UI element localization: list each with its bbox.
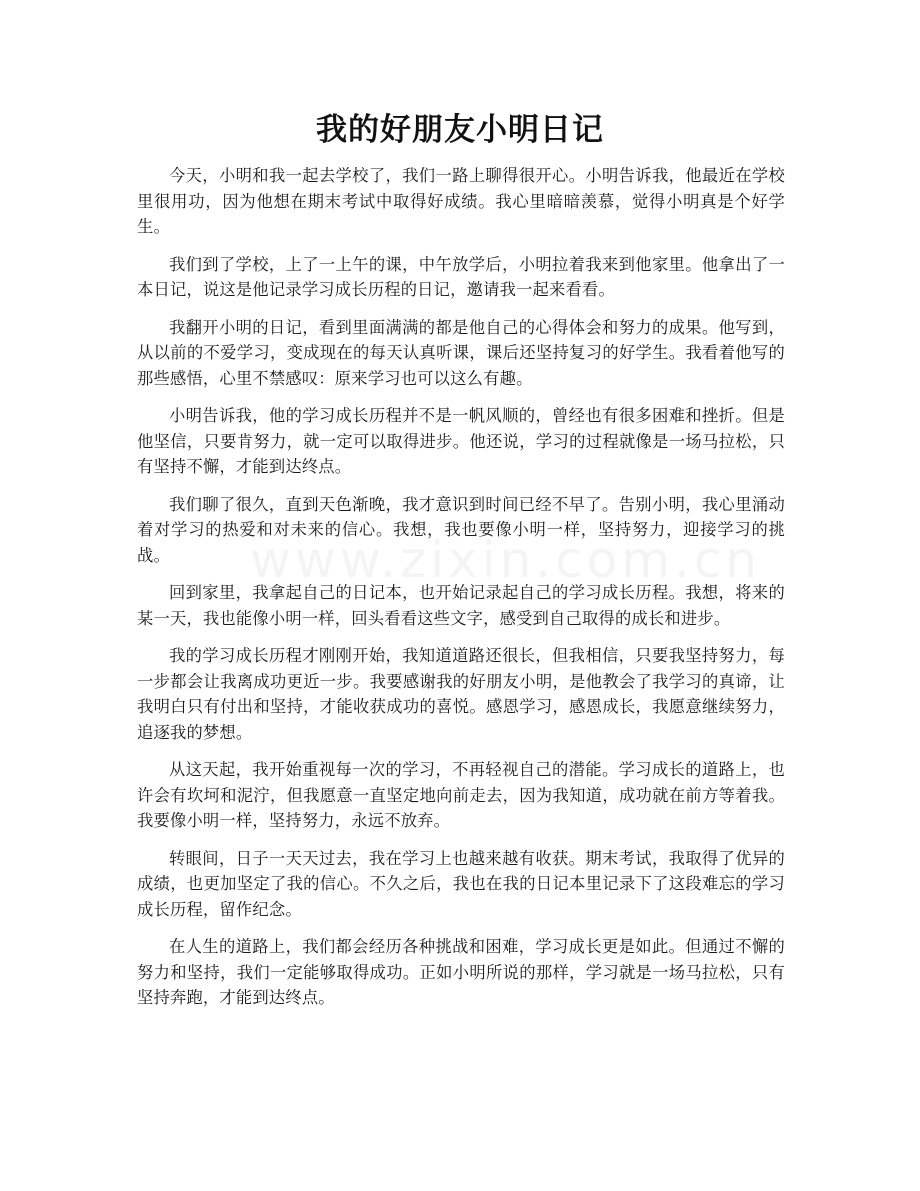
paragraph-7: 我的学习成长历程才刚刚开始，我知道道路还很长，但我相信，只要我坚持努力，每一步都会让我离成功更近一步。我要感谢我的好朋友小明，是他教会了我学习的真谛，让我明白只有付出和坚持，才能收获成功的喜悦。感恩学习，感恩成长，我愿意继续努力，追逐我的梦想。 [137,646,785,742]
paragraph-4: 小明告诉我，他的学习成长历程并不是一帆风顺的，曾经也有很多困难和挫折。但是他坚信，只要肯努力，就一定可以取得进步。他还说，学习的过程就像是一场马拉松，只有坚持不懈，才能到达终点。 [137,406,785,476]
paragraph-6: 回到家里，我拿起自己的日记本，也开始记录起自己的学习成长历程。我想，将来的某一天，我也能像小明一样，回头看看这些文字，感受到自己取得的成长和进步。 [137,583,785,628]
paragraph-9: 转眼间，日子一天天过去，我在学习上也越来越有收获。期末考试，我取得了优异的成绩，也更加坚定了我的信心。不久之后，我也在我的日记本里记录下了这段难忘的学习成长历程，留作纪念。 [137,848,785,919]
document-body [137,163,785,1023]
paragraph-5: 我们聊了很久，直到天色渐晚，我才意识到时间已经不早了。告别小明，我心里涌动着对学习的热爱和对未来的信心。我想，我也要像小明一样，坚持努力，迎接学习的挑战。 [137,494,785,565]
paragraph-1: 今天，小明和我一起去学校了，我们一路上聊得很开心。小明告诉我，他最近在学校里很用功，因为他想在期末考试中取得好成绩。我心里暗暗羡慕，觉得小明真是个好学生。 [137,166,785,236]
paragraph-2: 我们到了学校，上了一上午的课，中午放学后，小明拉着我来到他家里。他拿出了一本日记，说这是他记录学习成长历程的日记，邀请我一起来看看。 [137,254,785,299]
page-title: 我的好朋友小明日记 [316,112,604,148]
paragraph-3: 我翻开小明的日记，看到里面满满的都是他自己的心得体会和努力的成果。他写到，从以前的不爱学习，变成现在的每天认真听课，课后还坚持复习的好学生。我看着他写的那些感悟，心里不禁感叹：原来学习也可以这么有趣。 [137,317,785,388]
paragraph-10: 在人生的道路上，我们都会经历各种挑战和困难，学习成长更是如此。但通过不懈的努力和坚持，我们一定能够取得成功。正如小明所说的那样，学习就是一场马拉松，只有坚持奔跑，才能到达终点。 [137,937,785,1007]
paragraph-8: 从这天起，我开始重视每一次的学习，不再轻视自己的潜能。学习成长的道路上，也许会有坎坷和泥泞，但我愿意一直坚定地向前走去，因为我知道，成功就在前方等着我。我要像小明一样，坚持努力，永远不放弃。 [137,760,785,830]
